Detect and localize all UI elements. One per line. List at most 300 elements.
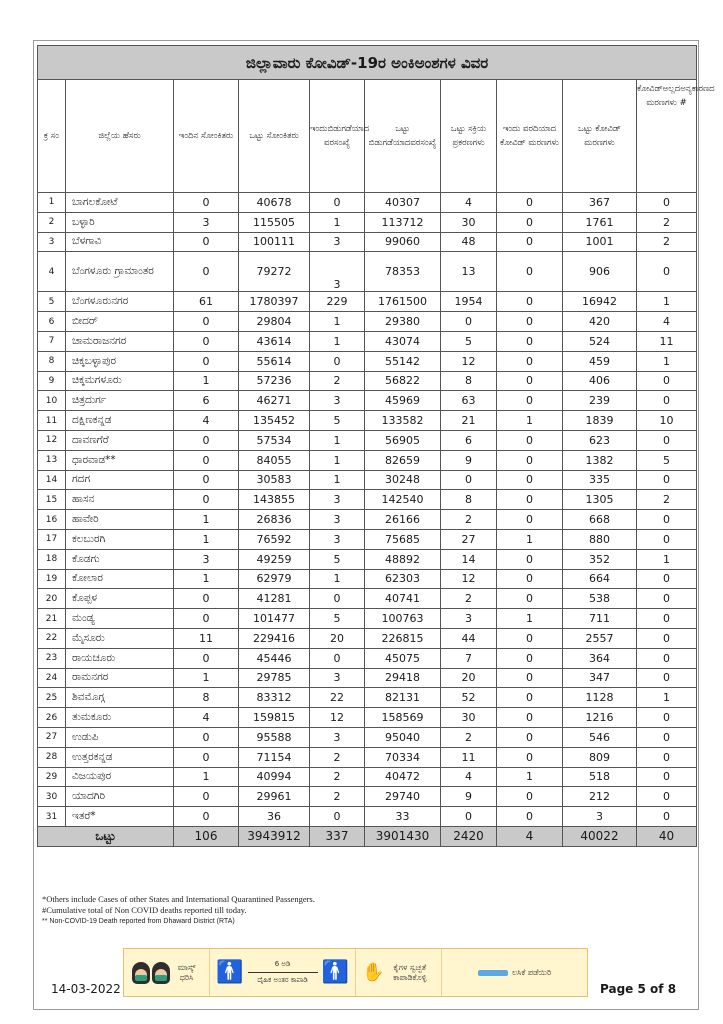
cell-serial: 12 — [38, 430, 66, 450]
cell-district-name: ಕೊಡಗು — [66, 549, 174, 569]
cell-total-deaths: 518 — [563, 767, 637, 787]
col-header-total-cases: ಒಟ್ಟು ಸೋಂಕಿತರು — [239, 80, 310, 193]
cell-today-deaths: 0 — [497, 292, 563, 312]
awareness-banner — [123, 948, 588, 997]
cell-serial: 17 — [38, 529, 66, 549]
cell-total-discharged: 62303 — [365, 569, 441, 589]
cell-non-covid-deaths: 1 — [637, 351, 697, 371]
cell-non-covid-deaths: 0 — [637, 430, 697, 450]
cell-today-deaths: 0 — [497, 747, 563, 767]
col-header-district: ಜಿಲ್ಲೆಯ ಹೆಸರು — [66, 80, 174, 193]
cell-total-deaths: 239 — [563, 391, 637, 411]
cell-total-discharged: 95040 — [365, 727, 441, 747]
cell-total-deaths: 623 — [563, 430, 637, 450]
cell-total-deaths: 367 — [563, 193, 637, 213]
cell-total-deaths: 1128 — [563, 688, 637, 708]
banner-distance-bottom: ದೈಹಿಕ ಅಂತರ ಕಾಪಾಡಿ — [257, 976, 308, 984]
cell-non-covid-deaths: 4 — [637, 312, 697, 332]
cell-serial: 23 — [38, 648, 66, 668]
cell-active-cases: 21 — [441, 411, 497, 431]
cell-non-covid-deaths: 0 — [637, 391, 697, 411]
table-row — [38, 212, 697, 232]
cell-active-cases: 0 — [441, 312, 497, 332]
table-title: ಜಿಲ್ಲಾವಾರು ಕೋವಿಡ್-19ರ ಅಂಕಿಅಂಶಗಳ ವಿವರ — [38, 46, 697, 80]
cell-today-cases: 0 — [174, 232, 239, 252]
cell-total-discharged: 226815 — [365, 628, 441, 648]
banner-vaccine-text: ಲಸಿಕೆ ಪಡೆಯಿರಿ — [511, 967, 552, 977]
cell-district-name: ಹಾವೇರಿ — [66, 510, 174, 530]
cell-active-cases: 11 — [441, 747, 497, 767]
cell-today-cases: 4 — [174, 708, 239, 728]
cell-serial: 29 — [38, 767, 66, 787]
cell-today-deaths: 0 — [497, 470, 563, 490]
cell-total-discharged: 113712 — [365, 212, 441, 232]
cell-total-deaths: 1761 — [563, 212, 637, 232]
cell-today-discharged: 1 — [310, 430, 365, 450]
district-covid-table — [37, 45, 715, 847]
cell-today-cases: 0 — [174, 490, 239, 510]
cell-today-deaths: 0 — [497, 450, 563, 470]
cell-active-cases: 13 — [441, 252, 497, 292]
cell-today-discharged: 1 — [310, 470, 365, 490]
cell-total-deaths: 538 — [563, 589, 637, 609]
masked-face-icon — [152, 962, 170, 984]
cell-active-cases: 6 — [441, 430, 497, 450]
cell-total-discharged: 133582 — [365, 411, 441, 431]
cell-total-cases: 45446 — [239, 648, 310, 668]
cell-serial: 8 — [38, 351, 66, 371]
cell-today-deaths: 1 — [497, 529, 563, 549]
cell-total-cases: 135452 — [239, 411, 310, 431]
cell-total-deaths: 420 — [563, 312, 637, 332]
cell-today-deaths: 0 — [497, 212, 563, 232]
table-row — [38, 430, 697, 450]
cell-active-cases: 12 — [441, 351, 497, 371]
cell-total-cases: 57534 — [239, 430, 310, 450]
cell-active-cases: 30 — [441, 212, 497, 232]
cell-today-cases: 3 — [174, 212, 239, 232]
cell-total-deaths: 1305 — [563, 490, 637, 510]
cell-total-discharged: 142540 — [365, 490, 441, 510]
cell-active-cases: 14 — [441, 549, 497, 569]
cell-non-covid-deaths: 0 — [637, 767, 697, 787]
table-row — [38, 351, 697, 371]
table-row — [38, 747, 697, 767]
col-header-total-discharged: ಒಟ್ಟು ಬಿಡುಗಡೆಯಾದವರಸಂಖ್ಯೆ — [365, 80, 441, 193]
cell-today-deaths: 0 — [497, 549, 563, 569]
distance-arrow-icon — [248, 972, 318, 973]
table-row — [38, 589, 697, 609]
cell-district-name: ಚಿಕ್ಕಬಳ್ಳಾಪುರ — [66, 351, 174, 371]
cell-total-cases: 62979 — [239, 569, 310, 589]
cell-today-cases: 0 — [174, 331, 239, 351]
cell-today-discharged: 2 — [310, 747, 365, 767]
cell-district-name: ಇತರೆ* — [66, 807, 174, 827]
cell-active-cases: 20 — [441, 668, 497, 688]
cell-non-covid-deaths: 0 — [637, 648, 697, 668]
cell-total-discharged: 29418 — [365, 668, 441, 688]
cell-non-covid-deaths: 0 — [637, 529, 697, 549]
cell-total-deaths: 668 — [563, 510, 637, 530]
cell-total-discharged: 26166 — [365, 510, 441, 530]
cell-today-deaths: 0 — [497, 589, 563, 609]
cell-total-deaths: 364 — [563, 648, 637, 668]
total-row — [38, 826, 697, 846]
cell-district-name: ಉಡುಪಿ — [66, 727, 174, 747]
table-row — [38, 529, 697, 549]
cell-active-cases: 2 — [441, 727, 497, 747]
cell-today-cases: 1 — [174, 529, 239, 549]
cell-total-deaths: 352 — [563, 549, 637, 569]
banner-distance-top: 6 ಅಡಿ — [274, 960, 291, 968]
cell-total-deaths: 2557 — [563, 628, 637, 648]
cell-today-discharged: 3 — [310, 252, 365, 292]
cell-today-discharged: 3 — [310, 391, 365, 411]
cell-active-cases: 52 — [441, 688, 497, 708]
cell-non-covid-deaths: 10 — [637, 411, 697, 431]
cell-total-deaths: 906 — [563, 252, 637, 292]
col-header-non-covid-deaths: ಕೋವಿಡ್ಅಲ್ಲದಅನ್ಯಕಾರಣದ ಮರಣಗಳು # — [637, 80, 697, 193]
table-row — [38, 727, 697, 747]
cell-total-discharged: 30248 — [365, 470, 441, 490]
cell-total-discharged: 48892 — [365, 549, 441, 569]
cell-active-cases: 27 — [441, 529, 497, 549]
cell-total-cases: 143855 — [239, 490, 310, 510]
cell-total-cases: 159815 — [239, 708, 310, 728]
cell-today-deaths: 0 — [497, 708, 563, 728]
cell-serial: 2 — [38, 212, 66, 232]
cell-serial: 7 — [38, 331, 66, 351]
page-current: 5 — [637, 982, 646, 996]
table-row — [38, 648, 697, 668]
cell-district-name: ಚಾಮರಾಜನಗರ — [66, 331, 174, 351]
cell-today-cases: 1 — [174, 371, 239, 391]
cell-total-discharged: 158569 — [365, 708, 441, 728]
cell-serial: 1 — [38, 193, 66, 213]
cell-non-covid-deaths: 0 — [637, 628, 697, 648]
cell-total-deaths: 212 — [563, 787, 637, 807]
cell-today-deaths: 0 — [497, 648, 563, 668]
table-row — [38, 193, 697, 213]
cell-non-covid-deaths: 0 — [637, 569, 697, 589]
cell-today-discharged: 1 — [310, 212, 365, 232]
cell-active-cases: 0 — [441, 470, 497, 490]
cell-non-covid-deaths: 0 — [637, 787, 697, 807]
masked-face-icon — [132, 962, 150, 984]
cell-total-discharged: 56905 — [365, 430, 441, 450]
cell-active-cases: 44 — [441, 628, 497, 648]
col-header-today-cases: ಇಂದಿನ ಸೋಂಕಿತರು — [174, 80, 239, 193]
cell-today-cases: 6 — [174, 391, 239, 411]
cell-total-deaths: 546 — [563, 727, 637, 747]
cell-total-cases: 29804 — [239, 312, 310, 332]
footnote-non-covid: #Cumulative total of Non COVID deaths reported till today. — [42, 905, 247, 915]
cell-total-cases: 26836 — [239, 510, 310, 530]
cell-active-cases: 0 — [441, 807, 497, 827]
cell-district-name: ಶಿವಮೊಗ್ಗ — [66, 688, 174, 708]
cell-serial: 16 — [38, 510, 66, 530]
cell-district-name: ಬೆಂಗಳೂರು ಗ್ರಾಮಾಂತರ — [66, 252, 174, 292]
cell-serial: 20 — [38, 589, 66, 609]
cell-today-discharged: 1 — [310, 569, 365, 589]
page-number — [600, 982, 676, 996]
table-row — [38, 708, 697, 728]
cell-today-discharged: 2 — [310, 787, 365, 807]
cell-non-covid-deaths: 0 — [637, 470, 697, 490]
cell-active-cases: 2 — [441, 589, 497, 609]
cell-today-cases: 0 — [174, 609, 239, 629]
table-row — [38, 668, 697, 688]
cell-non-covid-deaths: 0 — [637, 589, 697, 609]
total-non-covid-deaths: 40 — [637, 826, 697, 846]
header-row — [38, 80, 697, 193]
cell-total-discharged: 40741 — [365, 589, 441, 609]
cell-today-deaths: 1 — [497, 767, 563, 787]
cell-total-discharged: 43074 — [365, 331, 441, 351]
col-header-total-deaths: ಒಟ್ಟು ಕೋವಿಡ್ ಮರಣಗಳು — [563, 80, 637, 193]
cell-serial: 14 — [38, 470, 66, 490]
cell-today-deaths: 1 — [497, 609, 563, 629]
cell-total-cases: 100111 — [239, 232, 310, 252]
cell-today-discharged: 2 — [310, 767, 365, 787]
cell-today-discharged: 3 — [310, 232, 365, 252]
cell-today-deaths: 0 — [497, 391, 563, 411]
cell-total-cases: 115505 — [239, 212, 310, 232]
cell-total-discharged: 45075 — [365, 648, 441, 668]
table-row — [38, 767, 697, 787]
col-header-active-cases: ಒಟ್ಟು ಸಕ್ರಿಯ ಪ್ರಕರಣಗಳು — [441, 80, 497, 193]
cell-non-covid-deaths: 0 — [637, 510, 697, 530]
cell-today-cases: 0 — [174, 747, 239, 767]
cell-district-name: ವಿಜಯಪುರ — [66, 767, 174, 787]
footnote-others: *Others include Cases of other States and International Quarantined Passengers. — [42, 894, 315, 904]
cell-today-discharged: 3 — [310, 490, 365, 510]
cell-today-deaths: 0 — [497, 193, 563, 213]
cell-serial: 4 — [38, 252, 66, 292]
total-active-cases: 2420 — [441, 826, 497, 846]
total-total-discharged: 3901430 — [365, 826, 441, 846]
cell-total-cases: 95588 — [239, 727, 310, 747]
cell-total-deaths: 711 — [563, 609, 637, 629]
cell-active-cases: 4 — [441, 193, 497, 213]
cell-active-cases: 7 — [441, 648, 497, 668]
vaccine-icon — [478, 970, 508, 976]
cell-total-discharged: 55142 — [365, 351, 441, 371]
cell-today-discharged: 1 — [310, 331, 365, 351]
cell-total-deaths: 347 — [563, 668, 637, 688]
cell-total-cases: 29785 — [239, 668, 310, 688]
footnote-dharwad: ** Non-COVID-19 Death reported from Dhaward District (RTA) — [42, 918, 235, 925]
cell-active-cases: 5 — [441, 331, 497, 351]
cell-active-cases: 9 — [441, 450, 497, 470]
cell-active-cases: 8 — [441, 371, 497, 391]
total-total-deaths: 40022 — [563, 826, 637, 846]
cell-district-name: ಬೆಳಗಾವಿ — [66, 232, 174, 252]
cell-active-cases: 1954 — [441, 292, 497, 312]
cell-district-name: ಬೀದರ್ — [66, 312, 174, 332]
cell-today-cases: 0 — [174, 787, 239, 807]
cell-today-deaths: 0 — [497, 727, 563, 747]
cell-district-name: ತುಮಕೂರು — [66, 708, 174, 728]
cell-non-covid-deaths: 0 — [637, 371, 697, 391]
cell-non-covid-deaths: 0 — [637, 708, 697, 728]
cell-today-cases: 8 — [174, 688, 239, 708]
cell-today-discharged: 2 — [310, 371, 365, 391]
cell-district-name: ಕೋಲಾರ — [66, 569, 174, 589]
cell-serial: 15 — [38, 490, 66, 510]
cell-today-cases: 4 — [174, 411, 239, 431]
cell-active-cases: 48 — [441, 232, 497, 252]
banner-hands-text: ಕೈಗಳ ಸ್ವಚ್ಛತೆ ಕಾಪಾಡಿಕೊಳ್ಳಿ — [393, 962, 427, 982]
total-today-cases: 106 — [174, 826, 239, 846]
cell-serial: 5 — [38, 292, 66, 312]
total-today-deaths: 4 — [497, 826, 563, 846]
table-row — [38, 450, 697, 470]
cell-today-deaths: 0 — [497, 351, 563, 371]
cell-total-cases: 229416 — [239, 628, 310, 648]
cell-total-cases: 57236 — [239, 371, 310, 391]
cell-total-discharged: 33 — [365, 807, 441, 827]
cell-total-cases: 71154 — [239, 747, 310, 767]
cell-today-cases: 1 — [174, 668, 239, 688]
cell-non-covid-deaths: 2 — [637, 490, 697, 510]
cell-total-cases: 46271 — [239, 391, 310, 411]
page-total: 8 — [667, 982, 677, 996]
cell-total-cases: 76592 — [239, 529, 310, 549]
cell-non-covid-deaths: 2 — [637, 212, 697, 232]
cell-today-discharged: 12 — [310, 708, 365, 728]
banner-vaccine — [442, 949, 587, 996]
table-row — [38, 628, 697, 648]
cell-active-cases: 2 — [441, 510, 497, 530]
cell-today-cases: 0 — [174, 351, 239, 371]
cell-today-deaths: 0 — [497, 807, 563, 827]
cell-non-covid-deaths: 0 — [637, 807, 697, 827]
cell-today-deaths: 0 — [497, 371, 563, 391]
cell-non-covid-deaths: 1 — [637, 292, 697, 312]
cell-today-discharged: 0 — [310, 589, 365, 609]
cell-total-discharged: 29380 — [365, 312, 441, 332]
cell-today-deaths: 0 — [497, 252, 563, 292]
cell-today-cases: 0 — [174, 470, 239, 490]
cell-today-deaths: 0 — [497, 312, 563, 332]
cell-district-name: ಬೆಂಗಳೂರುನಗರ — [66, 292, 174, 312]
cell-district-name: ದಾವಣಗೆರೆ — [66, 430, 174, 450]
table-row — [38, 609, 697, 629]
cell-district-name: ರಾಯಚೂರು — [66, 648, 174, 668]
cell-today-cases: 0 — [174, 193, 239, 213]
cell-district-name: ಕೊಪ್ಪಳ — [66, 589, 174, 609]
cell-total-discharged: 1761500 — [365, 292, 441, 312]
cell-active-cases: 30 — [441, 708, 497, 728]
cell-active-cases: 4 — [441, 767, 497, 787]
cell-total-discharged: 70334 — [365, 747, 441, 767]
cell-total-deaths: 664 — [563, 569, 637, 589]
cell-today-discharged: 0 — [310, 351, 365, 371]
cell-total-deaths: 459 — [563, 351, 637, 371]
cell-today-deaths: 0 — [497, 232, 563, 252]
cell-serial: 27 — [38, 727, 66, 747]
cell-today-cases: 0 — [174, 727, 239, 747]
cell-today-discharged: 3 — [310, 668, 365, 688]
cell-total-discharged: 75685 — [365, 529, 441, 549]
cell-today-deaths: 0 — [497, 668, 563, 688]
cell-district-name: ಮೈಸೂರು — [66, 628, 174, 648]
cell-serial: 10 — [38, 391, 66, 411]
cell-today-deaths: 0 — [497, 490, 563, 510]
cell-serial: 28 — [38, 747, 66, 767]
cell-district-name: ಯಾದಗಿರಿ — [66, 787, 174, 807]
cell-non-covid-deaths: 1 — [637, 688, 697, 708]
cell-total-deaths: 335 — [563, 470, 637, 490]
cell-today-deaths: 0 — [497, 331, 563, 351]
cell-total-discharged: 56822 — [365, 371, 441, 391]
cell-serial: 18 — [38, 549, 66, 569]
banner-distance — [210, 949, 356, 996]
total-label: ಒಟ್ಟು — [38, 826, 174, 846]
cell-total-cases: 40678 — [239, 193, 310, 213]
cell-today-discharged: 20 — [310, 628, 365, 648]
cell-non-covid-deaths: 0 — [637, 727, 697, 747]
cell-serial: 9 — [38, 371, 66, 391]
cell-district-name: ಬಾಗಲಕೋಟೆ — [66, 193, 174, 213]
cell-total-discharged: 82659 — [365, 450, 441, 470]
table-row — [38, 787, 697, 807]
cell-total-discharged: 40307 — [365, 193, 441, 213]
cell-non-covid-deaths: 2 — [637, 232, 697, 252]
cell-non-covid-deaths: 0 — [637, 747, 697, 767]
cell-today-discharged: 3 — [310, 529, 365, 549]
cell-today-deaths: 0 — [497, 787, 563, 807]
cell-district-name: ಗದಗ — [66, 470, 174, 490]
cell-today-cases: 0 — [174, 648, 239, 668]
person-icon: 🚹 — [321, 959, 349, 985]
cell-total-cases: 101477 — [239, 609, 310, 629]
cell-today-discharged: 1 — [310, 450, 365, 470]
cell-today-discharged: 0 — [310, 193, 365, 213]
table-row — [38, 312, 697, 332]
cell-non-covid-deaths: 1 — [637, 549, 697, 569]
cell-today-discharged: 5 — [310, 549, 365, 569]
cell-district-name: ಚಿತ್ರದುರ್ಗ — [66, 391, 174, 411]
table-row — [38, 411, 697, 431]
table-row — [38, 688, 697, 708]
cell-active-cases: 8 — [441, 490, 497, 510]
handwash-icon: ✋ — [362, 962, 385, 983]
col-header-serial: ಕ್ರ ಸಂ — [38, 80, 66, 193]
table-row — [38, 549, 697, 569]
cell-serial: 22 — [38, 628, 66, 648]
cell-today-cases: 0 — [174, 252, 239, 292]
cell-total-cases: 40994 — [239, 767, 310, 787]
cell-total-cases: 79272 — [239, 252, 310, 292]
cell-total-deaths: 406 — [563, 371, 637, 391]
cell-total-discharged: 78353 — [365, 252, 441, 292]
total-total-cases: 3943912 — [239, 826, 310, 846]
cell-total-deaths: 524 — [563, 331, 637, 351]
cell-total-cases: 30583 — [239, 470, 310, 490]
cell-total-discharged: 40472 — [365, 767, 441, 787]
cell-total-discharged: 29740 — [365, 787, 441, 807]
cell-serial: 3 — [38, 232, 66, 252]
cell-today-cases: 61 — [174, 292, 239, 312]
cell-today-deaths: 0 — [497, 430, 563, 450]
cell-today-deaths: 0 — [497, 688, 563, 708]
table-row — [38, 807, 697, 827]
cell-today-cases: 0 — [174, 589, 239, 609]
table-row — [38, 391, 697, 411]
table-row — [38, 569, 697, 589]
